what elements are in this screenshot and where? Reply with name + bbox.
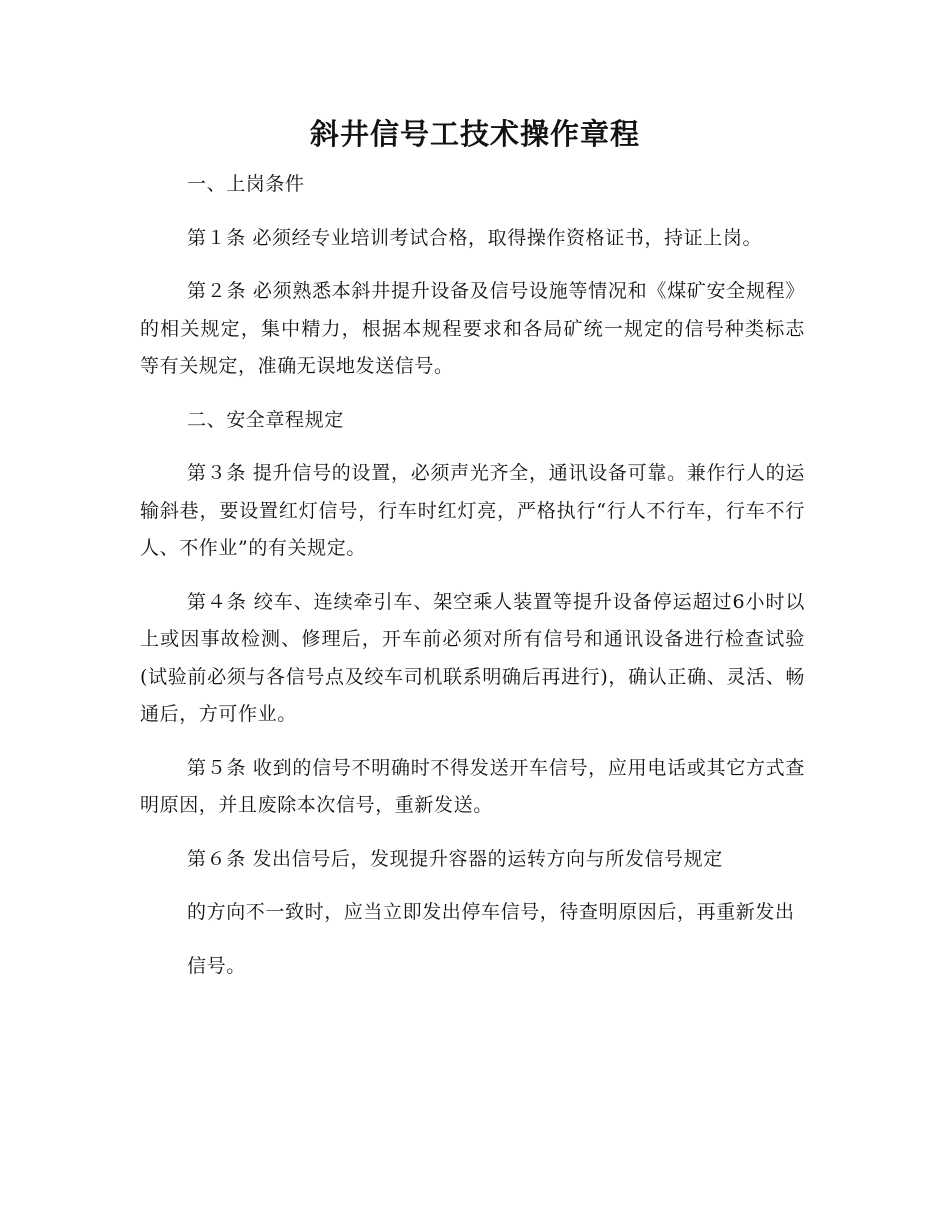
article-6-part-2: 的方向不一致时，应当立即发出停车信号，待查明原因后，再重新发出 [187,901,795,923]
article-1: 第１条 必须经专业培训考试合格，取得操作资格证书，持证上岗。 [187,226,763,249]
section-heading-safety: 二、安全章程规定 [187,408,344,431]
article-5: 第５条 收到的信号不明确时不得发送开车信号，应用电话或其它方式查明原因，并且废除本次信号，重新发送。 [140,756,805,816]
document-title: 斜井信号工技术操作章程 [309,117,640,151]
document-body [140,166,805,1001]
article-6-part-3: 信号。 [187,954,246,977]
article-6-part-1: 第６条 发出信号后，发现提升容器的运转方向与所发信号规定 [187,847,723,870]
article-3: 第３条 提升信号的设置，必须声光齐全，通讯设备可靠。兼作行人的运输斜巷，要设置红灯信号，行车时红灯亮，严格执行“行人不行车，行车不行人、不作业”的有关规定。 [140,462,805,559]
article-2: 第２条 必须熟悉本斜井提升设备及信号设施等情况和《煤矿安全规程》的相关规定，集中精力，根据本规程要求和各局矿统一规定的信号种类标志等有关规定，准确无误地发送信号。 [140,280,805,377]
section-heading-qualification: 一、上岗条件 [187,173,305,195]
article-4: 第４条 绞车、连续牵引车、架空乘人装置等提升设备停运超过6小时以上或因事故检测、修理后，开车前必须对所有信号和通讯设备进行检查试验(试验前必须与各信号点及绞车司机联系明确后再进行)，确认正确、灵活、畅通后，方可作业。 [140,590,805,725]
